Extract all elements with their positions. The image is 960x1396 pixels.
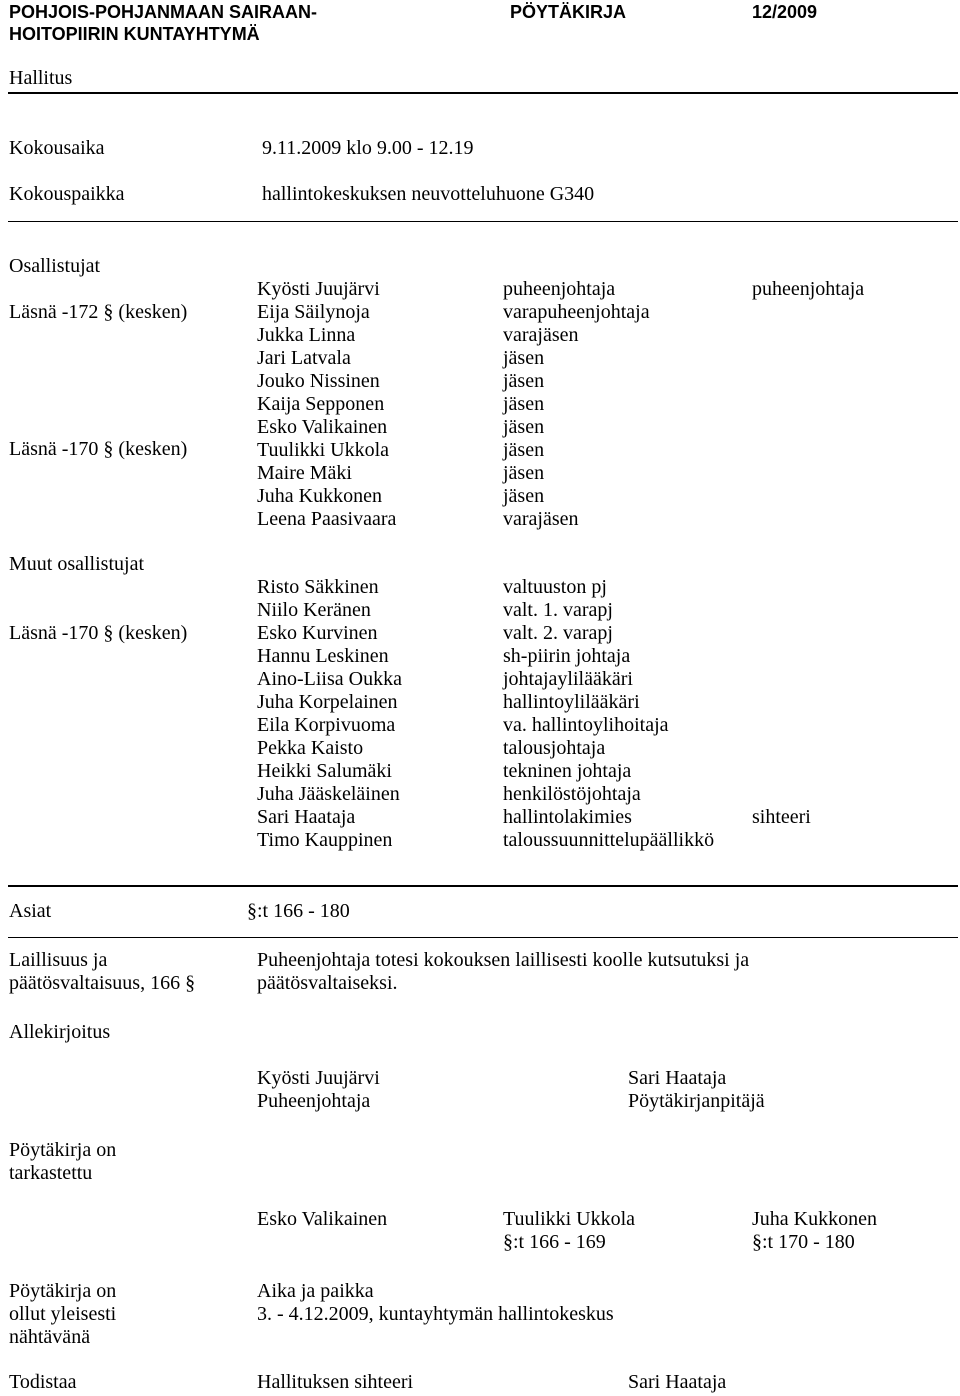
member-role: sh-piirin johtaja (503, 645, 631, 667)
member-role: talousjohtaja (503, 737, 606, 759)
attest-label: Todistaa (9, 1371, 77, 1393)
member-role: valtuuston pj (503, 576, 607, 598)
member-name: Maire Mäki (257, 462, 352, 484)
member-role: jäsen (503, 439, 545, 461)
participants-heading: Osallistujat (9, 255, 101, 277)
reviewer-name: Juha Kukkonen (752, 1208, 877, 1230)
member-extra: sihteeri (752, 806, 811, 828)
others-heading: Muut osallistujat (9, 553, 144, 575)
member-role: jäsen (503, 370, 545, 392)
member-name: Jari Latvala (257, 347, 351, 369)
member-role: puheenjohtaja (503, 278, 616, 300)
reviewer-range: §:t 166 - 169 (503, 1231, 606, 1253)
member-name: Eija Säilynoja (257, 301, 370, 323)
member-name: Timo Kauppinen (257, 829, 393, 851)
matters-value: §:t 166 - 180 (247, 900, 350, 922)
member-name: Pekka Kaisto (257, 737, 364, 759)
legality-label-line2: päätösvaltaisuus, 166 § (9, 972, 196, 994)
member-role: varajäsen (503, 508, 579, 530)
attest-title: Hallituksen sihteeri (257, 1371, 414, 1393)
member-extra: puheenjohtaja (752, 278, 865, 300)
member-name: Heikki Salumäki (257, 760, 392, 782)
member-name: Hannu Leskinen (257, 645, 389, 667)
meeting-place-label: Kokouspaikka (9, 183, 125, 205)
legality-text-line1: Puheenjohtaja totesi kokouksen laillisesti koolle kutsutuksi ja (257, 949, 750, 971)
member-name: Esko Kurvinen (257, 622, 378, 644)
member-role: johtajaylilääkäri (503, 668, 633, 690)
org-name-line1: POHJOIS-POHJANMAAN SAIRAAN- (9, 2, 318, 22)
meeting-time-label: Kokousaika (9, 137, 105, 159)
reviewer-name: Tuulikki Ukkola (503, 1208, 636, 1230)
member-name: Sari Haataja (257, 806, 356, 828)
secretary-title: Pöytäkirjanpitäjä (628, 1090, 765, 1112)
attest-name: Sari Haataja (628, 1371, 727, 1393)
member-role: valt. 1. varapj (503, 599, 613, 621)
legality-text-line2: päätösvaltaiseksi. (257, 972, 398, 994)
org-name-line2: HOITOPIIRIN KUNTAYHTYMÄ (9, 24, 260, 44)
member-role: valt. 2. varapj (503, 622, 613, 644)
member-role: jäsen (503, 393, 545, 415)
member-name: Eila Korpivuoma (257, 714, 396, 736)
meeting-place-value: hallintokeskuksen neuvotteluhuone G340 (262, 183, 595, 205)
member-name: Jouko Nissinen (257, 370, 380, 392)
review-label-line2: tarkastettu (9, 1162, 93, 1184)
member-name: Kaija Sepponen (257, 393, 385, 415)
member-role: jäsen (503, 416, 545, 438)
member-name: Leena Paasivaara (257, 508, 397, 530)
reviewer-name: Esko Valikainen (257, 1208, 388, 1230)
member-name: Aino-Liisa Oukka (257, 668, 402, 690)
member-role: jäsen (503, 347, 545, 369)
member-role: jäsen (503, 485, 545, 507)
display-value: 3. - 4.12.2009, kuntayhtymän hallintokeskus (257, 1303, 614, 1325)
member-role: va. hallintoylihoitaja (503, 714, 669, 736)
others-group-label: Läsnä -170 § (kesken) (9, 622, 188, 644)
member-name: Juha Jääskeläinen (257, 783, 400, 805)
display-label-line1: Pöytäkirja on (9, 1280, 117, 1302)
secretary-name: Sari Haataja (628, 1067, 727, 1089)
member-name: Juha Kukkonen (257, 485, 382, 507)
header-rule (8, 92, 958, 94)
member-name: Juha Korpelainen (257, 691, 398, 713)
chair-name: Kyösti Juujärvi (257, 1067, 380, 1089)
doc-number: 12/2009 (752, 2, 818, 22)
doc-type: PÖYTÄKIRJA (510, 2, 627, 22)
member-name: Tuulikki Ukkola (257, 439, 390, 461)
member-name: Esko Valikainen (257, 416, 388, 438)
member-name: Niilo Keränen (257, 599, 371, 621)
reviewer-range: §:t 170 - 180 (752, 1231, 855, 1253)
member-role: hallintoylilääkäri (503, 691, 640, 713)
member-role: taloussuunnittelupäällikkö (503, 829, 715, 851)
member-name: Kyösti Juujärvi (257, 278, 380, 300)
member-name: Jukka Linna (257, 324, 356, 346)
legality-label-line1: Laillisuus ja (9, 949, 108, 971)
participants-rule (8, 885, 958, 887)
member-name: Risto Säkkinen (257, 576, 379, 598)
matters-label: Asiat (9, 900, 52, 922)
participants-group-label-2: Läsnä -170 § (kesken) (9, 438, 188, 460)
review-label-line1: Pöytäkirja on (9, 1139, 117, 1161)
display-heading: Aika ja paikka (257, 1280, 374, 1302)
member-role: jäsen (503, 462, 545, 484)
member-role: tekninen johtaja (503, 760, 632, 782)
member-role: henkilöstöjohtaja (503, 783, 641, 805)
participants-group-label-1: Läsnä -172 § (kesken) (9, 301, 188, 323)
display-label-line3: nähtävänä (9, 1326, 91, 1348)
member-role: hallintolakimies (503, 806, 632, 828)
matters-rule (8, 937, 958, 938)
display-label-line2: ollut yleisesti (9, 1303, 117, 1325)
signatures-label: Allekirjoitus (9, 1021, 111, 1043)
meeting-rule (8, 221, 958, 222)
member-role: varajäsen (503, 324, 579, 346)
member-role: varapuheenjohtaja (503, 301, 650, 323)
meeting-time-value: 9.11.2009 klo 9.00 - 12.19 (262, 137, 474, 159)
body-name: Hallitus (9, 67, 73, 89)
chair-title: Puheenjohtaja (257, 1090, 371, 1112)
